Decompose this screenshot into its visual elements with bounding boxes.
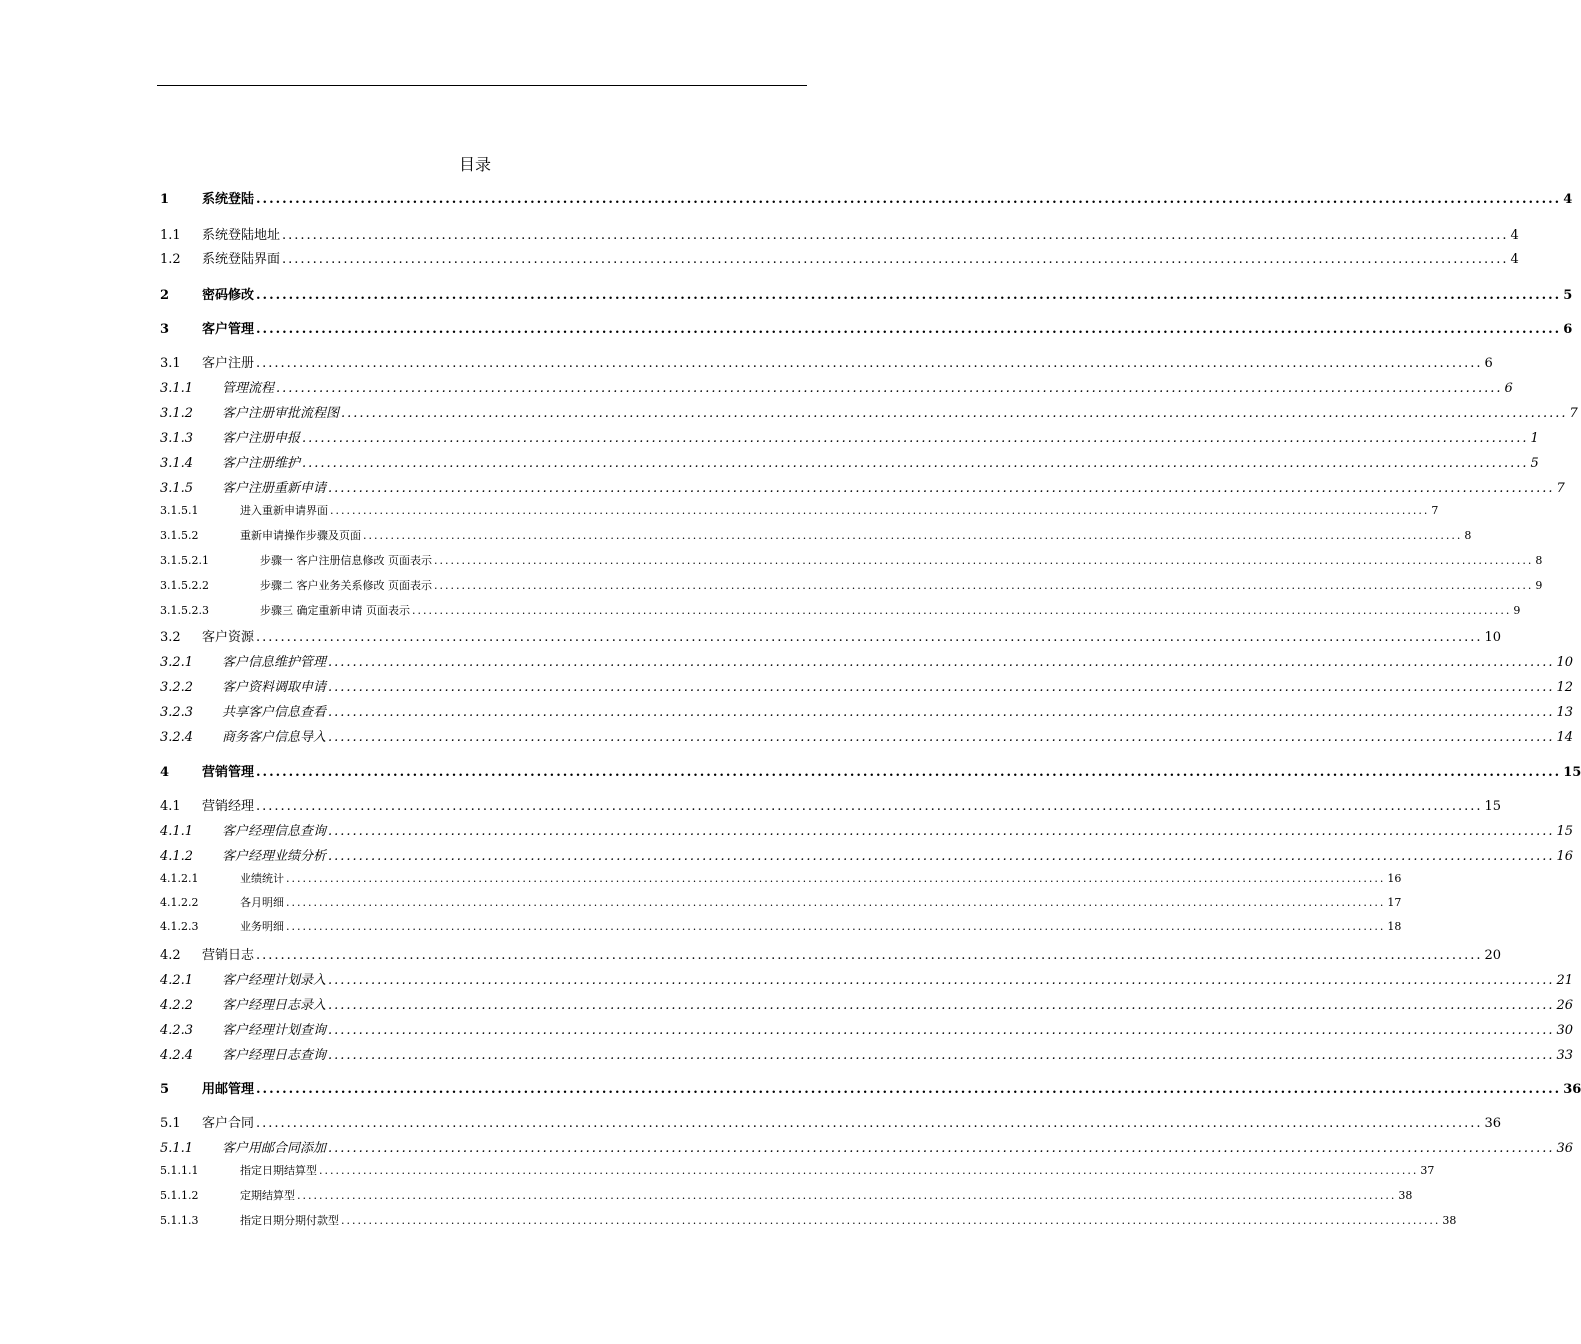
toc-entry-page: 12	[1556, 680, 1574, 695]
toc-entry-page: 26	[1556, 998, 1574, 1013]
toc-entry[interactable]	[160, 188, 1573, 207]
toc-entry-page: 15	[1556, 824, 1574, 839]
toc-entry-number: 3.2.1	[160, 655, 194, 670]
toc-entry[interactable]	[160, 577, 1543, 593]
toc-entry-title: 客户注册审批流程图	[222, 406, 340, 421]
toc-entry-title: 重新申请操作步骤及页面	[240, 529, 361, 542]
toc-entry-number: 3.1.5.2.1	[160, 554, 209, 567]
toc-entry-number: 4	[160, 765, 170, 780]
toc-entry[interactable]	[160, 626, 1502, 645]
toc-entry-title: 管理流程	[222, 381, 275, 396]
toc-entry-number: 1.2	[160, 252, 181, 267]
toc-leader-dots: ........................................................................................................................................................................................................	[256, 192, 1562, 207]
toc-entry[interactable]	[160, 1044, 1574, 1063]
toc-entry[interactable]	[160, 918, 1402, 934]
toc-entry[interactable]	[160, 552, 1543, 568]
toc-leader-dots: ........................................................................................................................................................................................................	[256, 799, 1483, 814]
toc-entry-page: 6	[1563, 322, 1573, 337]
toc-entry-title: 用邮管理	[202, 1082, 255, 1097]
toc-entry[interactable]	[160, 1112, 1502, 1131]
toc-entry-page: 4	[1510, 252, 1519, 267]
toc-entry-page: 36	[1556, 1141, 1574, 1156]
toc-entry-page: 16	[1387, 872, 1402, 885]
toc-entry[interactable]	[160, 1019, 1574, 1038]
toc-entry[interactable]	[160, 894, 1402, 910]
toc-leader-dots: ........................................................................................................................................................................................................	[412, 604, 1512, 617]
toc-entry-page: 4	[1510, 228, 1519, 243]
toc-entry-title: 客户经理计划录入	[222, 973, 327, 988]
toc-entry[interactable]	[160, 1078, 1581, 1097]
toc-entry-page: 9	[1535, 579, 1543, 592]
toc-entry-title: 系统登陆界面	[202, 252, 281, 267]
toc-entry-title: 步骤三 确定重新申请 页面表示	[260, 604, 410, 617]
toc-entry-page: 8	[1535, 554, 1543, 567]
toc-entry-title: 客户经理日志录入	[222, 998, 327, 1013]
toc-entry-page: 33	[1556, 1048, 1574, 1063]
toc-entry-title: 进入重新申请界面	[240, 504, 328, 517]
toc-entry-page: 30	[1556, 1023, 1574, 1038]
toc-leader-dots: ........................................................................................................................................................................................................	[302, 431, 1529, 446]
toc-leader-dots: ........................................................................................................................................................................................................	[282, 252, 1509, 267]
toc-entry-number: 4.1.2.2	[160, 896, 199, 909]
toc-entry-title: 共享客户信息查看	[222, 705, 327, 720]
toc-leader-dots: ........................................................................................................................................................................................................	[434, 554, 1534, 567]
toc-entry-page: 7	[1569, 406, 1578, 421]
toc-entry-title: 客户信息维护管理	[222, 655, 327, 670]
toc-leader-dots: ........................................................................................................................................................................................................	[282, 228, 1509, 243]
toc-leader-dots: ........................................................................................................................................................................................................	[302, 456, 1529, 471]
toc-entry[interactable]	[160, 870, 1402, 886]
toc-entry-number: 4.2.2	[160, 998, 194, 1013]
toc-leader-dots: ........................................................................................................................................................................................................	[276, 381, 1503, 396]
toc-entry-title: 商务客户信息导入	[222, 730, 327, 745]
toc-entry-number: 4.2	[160, 948, 181, 963]
toc-entry-number: 1.1	[160, 228, 181, 243]
toc-entry[interactable]	[160, 248, 1519, 267]
toc-entry-title: 客户注册重新申请	[222, 481, 327, 496]
toc-entry-title: 客户合同	[202, 1116, 255, 1131]
toc-entry[interactable]	[160, 795, 1502, 814]
toc-entry[interactable]	[160, 1212, 1457, 1228]
toc-entry-number: 3.2.4	[160, 730, 194, 745]
toc-entry[interactable]	[160, 969, 1574, 988]
toc-entry-number: 4.2.1	[160, 973, 194, 988]
toc-entry-number: 3.1.5.2.2	[160, 579, 209, 592]
toc-entry[interactable]	[160, 477, 1565, 496]
toc-entry-title: 客户经理计划查询	[222, 1023, 327, 1038]
toc-entry[interactable]	[160, 676, 1574, 695]
toc-entry-title: 营销日志	[202, 948, 255, 963]
toc-leader-dots: ........................................................................................................................................................................................................	[328, 1141, 1555, 1156]
toc-entry-title: 业务明细	[240, 920, 284, 933]
toc-entry-number: 3.2.3	[160, 705, 194, 720]
toc-entry-title: 客户用邮合同添加	[222, 1141, 327, 1156]
toc-leader-dots: ........................................................................................................................................................................................................	[328, 1023, 1555, 1038]
toc-entry[interactable]	[160, 701, 1574, 720]
toc-entry[interactable]	[160, 352, 1493, 371]
toc-entry-page: 1	[1530, 431, 1539, 446]
toc-entry[interactable]	[160, 944, 1502, 963]
toc-entry-number: 3.1.2	[160, 406, 194, 421]
toc-entry-title: 客户经理业绩分析	[222, 849, 327, 864]
toc-entry[interactable]	[160, 820, 1574, 839]
toc-entry-title: 客户经理日志查询	[222, 1048, 327, 1063]
toc-leader-dots: ........................................................................................................................................................................................................	[286, 896, 1386, 909]
toc-entry-number: 3.1.3	[160, 431, 194, 446]
toc-leader-dots: ........................................................................................................................................................................................................	[256, 356, 1483, 371]
toc-entry-title: 业绩统计	[240, 872, 284, 885]
toc-entry-page: 13	[1556, 705, 1574, 720]
toc-entry-number: 3	[160, 322, 170, 337]
toc-entry-page: 36	[1563, 1082, 1581, 1097]
toc-entry-title: 客户经理信息查询	[222, 824, 327, 839]
toc-entry-title: 系统登陆地址	[202, 228, 281, 243]
toc-entry-title: 营销经理	[202, 799, 255, 814]
toc-leader-dots: ........................................................................................................................................................................................................	[328, 655, 1555, 670]
toc-leader-dots: ........................................................................................................................................................................................................	[330, 504, 1430, 517]
toc-entry-number: 4.1.2.1	[160, 872, 199, 885]
toc-entry-page: 38	[1398, 1189, 1413, 1202]
toc-entry-page: 5	[1563, 288, 1573, 303]
toc-entry-number: 5.1.1.1	[160, 1164, 199, 1177]
toc-entry-page: 15	[1563, 765, 1581, 780]
toc-entry-title: 客户资料调取申请	[222, 680, 327, 695]
toc-entry-page: 10	[1556, 655, 1574, 670]
toc-entry[interactable]	[160, 377, 1513, 396]
toc-entry-number: 3.1.5.2	[160, 529, 199, 542]
toc-entry-number: 5.1.1.3	[160, 1214, 199, 1227]
toc-leader-dots: ........................................................................................................................................................................................................	[363, 529, 1463, 542]
toc-entry-title: 客户管理	[202, 322, 255, 337]
toc-entry-number: 4.2.3	[160, 1023, 194, 1038]
toc-entry-page: 8	[1464, 529, 1472, 542]
toc-entry-title: 步骤一 客户注册信息修改 页面表示	[260, 554, 432, 567]
toc-entry-title: 客户注册维护	[222, 456, 301, 471]
toc-entry-number: 3.1	[160, 356, 181, 371]
toc-entry-number: 3.1.4	[160, 456, 194, 471]
toc-entry[interactable]	[160, 452, 1539, 471]
toc-entry-number: 4.1.2	[160, 849, 194, 864]
toc-leader-dots: ........................................................................................................................................................................................................	[319, 1164, 1419, 1177]
toc-entry-page: 15	[1484, 799, 1502, 814]
toc-entry-title: 系统登陆	[202, 192, 255, 207]
toc-leader-dots: ........................................................................................................................................................................................................	[328, 973, 1555, 988]
toc-leader-dots: ........................................................................................................................................................................................................	[286, 920, 1386, 933]
toc-entry-number: 5.1.1	[160, 1141, 194, 1156]
toc-entry-number: 3.1.5.1	[160, 504, 199, 517]
toc-leader-dots: ........................................................................................................................................................................................................	[286, 872, 1386, 885]
toc-entry-number: 1	[160, 192, 170, 207]
toc-entry-page: 14	[1556, 730, 1574, 745]
toc-entry-page: 6	[1484, 356, 1493, 371]
toc-leader-dots: ........................................................................................................................................................................................................	[328, 824, 1555, 839]
toc-leader-dots: ........................................................................................................................................................................................................	[256, 1082, 1562, 1097]
toc-entry[interactable]	[160, 726, 1574, 745]
toc-entry-number: 3.2	[160, 630, 181, 645]
toc-entry[interactable]	[160, 651, 1574, 670]
toc-leader-dots: ........................................................................................................................................................................................................	[328, 680, 1555, 695]
toc-leader-dots: ........................................................................................................................................................................................................	[328, 705, 1555, 720]
toc-title: 目录	[458, 155, 491, 174]
toc-entry-title: 指定日期结算型	[240, 1164, 317, 1177]
toc-entry[interactable]	[160, 761, 1581, 780]
toc-leader-dots: ........................................................................................................................................................................................................	[256, 630, 1483, 645]
toc-entry-page: 36	[1484, 1116, 1502, 1131]
toc-entry-number: 3.1.5	[160, 481, 194, 496]
toc-entry[interactable]	[160, 402, 1578, 421]
toc-leader-dots: ........................................................................................................................................................................................................	[434, 579, 1534, 592]
toc-entry-number: 3.1.1	[160, 381, 194, 396]
toc-entry-title: 密码修改	[202, 288, 255, 303]
toc-entry-title: 各月明细	[240, 896, 284, 909]
toc-leader-dots: ........................................................................................................................................................................................................	[328, 998, 1555, 1013]
toc-entry[interactable]	[160, 845, 1574, 864]
toc-entry[interactable]	[160, 527, 1472, 543]
toc-entry-number: 5	[160, 1082, 170, 1097]
toc-entry-page: 7	[1556, 481, 1565, 496]
toc-entry-page: 7	[1431, 504, 1439, 517]
toc-leader-dots: ........................................................................................................................................................................................................	[297, 1189, 1397, 1202]
toc-entry-title: 营销管理	[202, 765, 255, 780]
toc-entry-number: 4.1	[160, 799, 181, 814]
toc-leader-dots: ........................................................................................................................................................................................................	[256, 1116, 1483, 1131]
toc-entry-number: 4.2.4	[160, 1048, 194, 1063]
toc-entry-title: 定期结算型	[240, 1189, 295, 1202]
header-rule	[157, 85, 807, 86]
toc-leader-dots: ........................................................................................................................................................................................................	[341, 1214, 1441, 1227]
toc-leader-dots: ........................................................................................................................................................................................................	[341, 406, 1568, 421]
toc-entry[interactable]	[160, 602, 1521, 618]
toc-entry-title: 步骤二 客户业务关系修改 页面表示	[260, 579, 432, 592]
toc-entry-title: 指定日期分期付款型	[240, 1214, 339, 1227]
toc-entry-page: 21	[1556, 973, 1574, 988]
toc-entry-page: 4	[1563, 192, 1573, 207]
toc-entry-number: 5.1.1.2	[160, 1189, 199, 1202]
toc-entry[interactable]	[160, 284, 1573, 303]
toc-entry-page: 6	[1504, 381, 1513, 396]
toc-entry-page: 9	[1513, 604, 1521, 617]
toc-entry-number: 2	[160, 288, 170, 303]
toc-entry-number: 3.2.2	[160, 680, 194, 695]
toc-entry[interactable]	[160, 427, 1539, 446]
toc-entry-page: 17	[1387, 896, 1402, 909]
toc-entry[interactable]	[160, 1137, 1574, 1156]
toc-entry[interactable]	[160, 224, 1519, 243]
toc-entry-number: 4.1.2.3	[160, 920, 199, 933]
toc-entry[interactable]	[160, 318, 1573, 337]
toc-leader-dots: ........................................................................................................................................................................................................	[328, 849, 1555, 864]
toc-leader-dots: ........................................................................................................................................................................................................	[328, 730, 1555, 745]
toc-entry-number: 4.1.1	[160, 824, 194, 839]
toc-entry-page: 18	[1387, 920, 1402, 933]
toc-entry-number: 5.1	[160, 1116, 181, 1131]
toc-entry-page: 37	[1420, 1164, 1435, 1177]
toc-leader-dots: ........................................................................................................................................................................................................	[256, 288, 1562, 303]
toc-entry-number: 3.1.5.2.3	[160, 604, 209, 617]
toc-entry[interactable]	[160, 1187, 1413, 1203]
toc-entry[interactable]	[160, 1162, 1435, 1178]
toc-leader-dots: ........................................................................................................................................................................................................	[328, 481, 1555, 496]
toc-entry-page: 20	[1484, 948, 1502, 963]
toc-entry-page: 16	[1556, 849, 1574, 864]
toc-entry-title: 客户注册申报	[222, 431, 301, 446]
toc-leader-dots: ........................................................................................................................................................................................................	[256, 322, 1562, 337]
toc-entry[interactable]	[160, 502, 1439, 518]
toc-entry-page: 5	[1530, 456, 1539, 471]
toc-entry-page: 10	[1484, 630, 1502, 645]
toc-entry-page: 38	[1442, 1214, 1457, 1227]
toc-leader-dots: ........................................................................................................................................................................................................	[328, 1048, 1555, 1063]
toc-leader-dots: ........................................................................................................................................................................................................	[256, 948, 1483, 963]
toc-entry-title: 客户注册	[202, 356, 255, 371]
toc-entry-title: 客户资源	[202, 630, 255, 645]
toc-leader-dots: ........................................................................................................................................................................................................	[256, 765, 1562, 780]
toc-entry[interactable]	[160, 994, 1574, 1013]
